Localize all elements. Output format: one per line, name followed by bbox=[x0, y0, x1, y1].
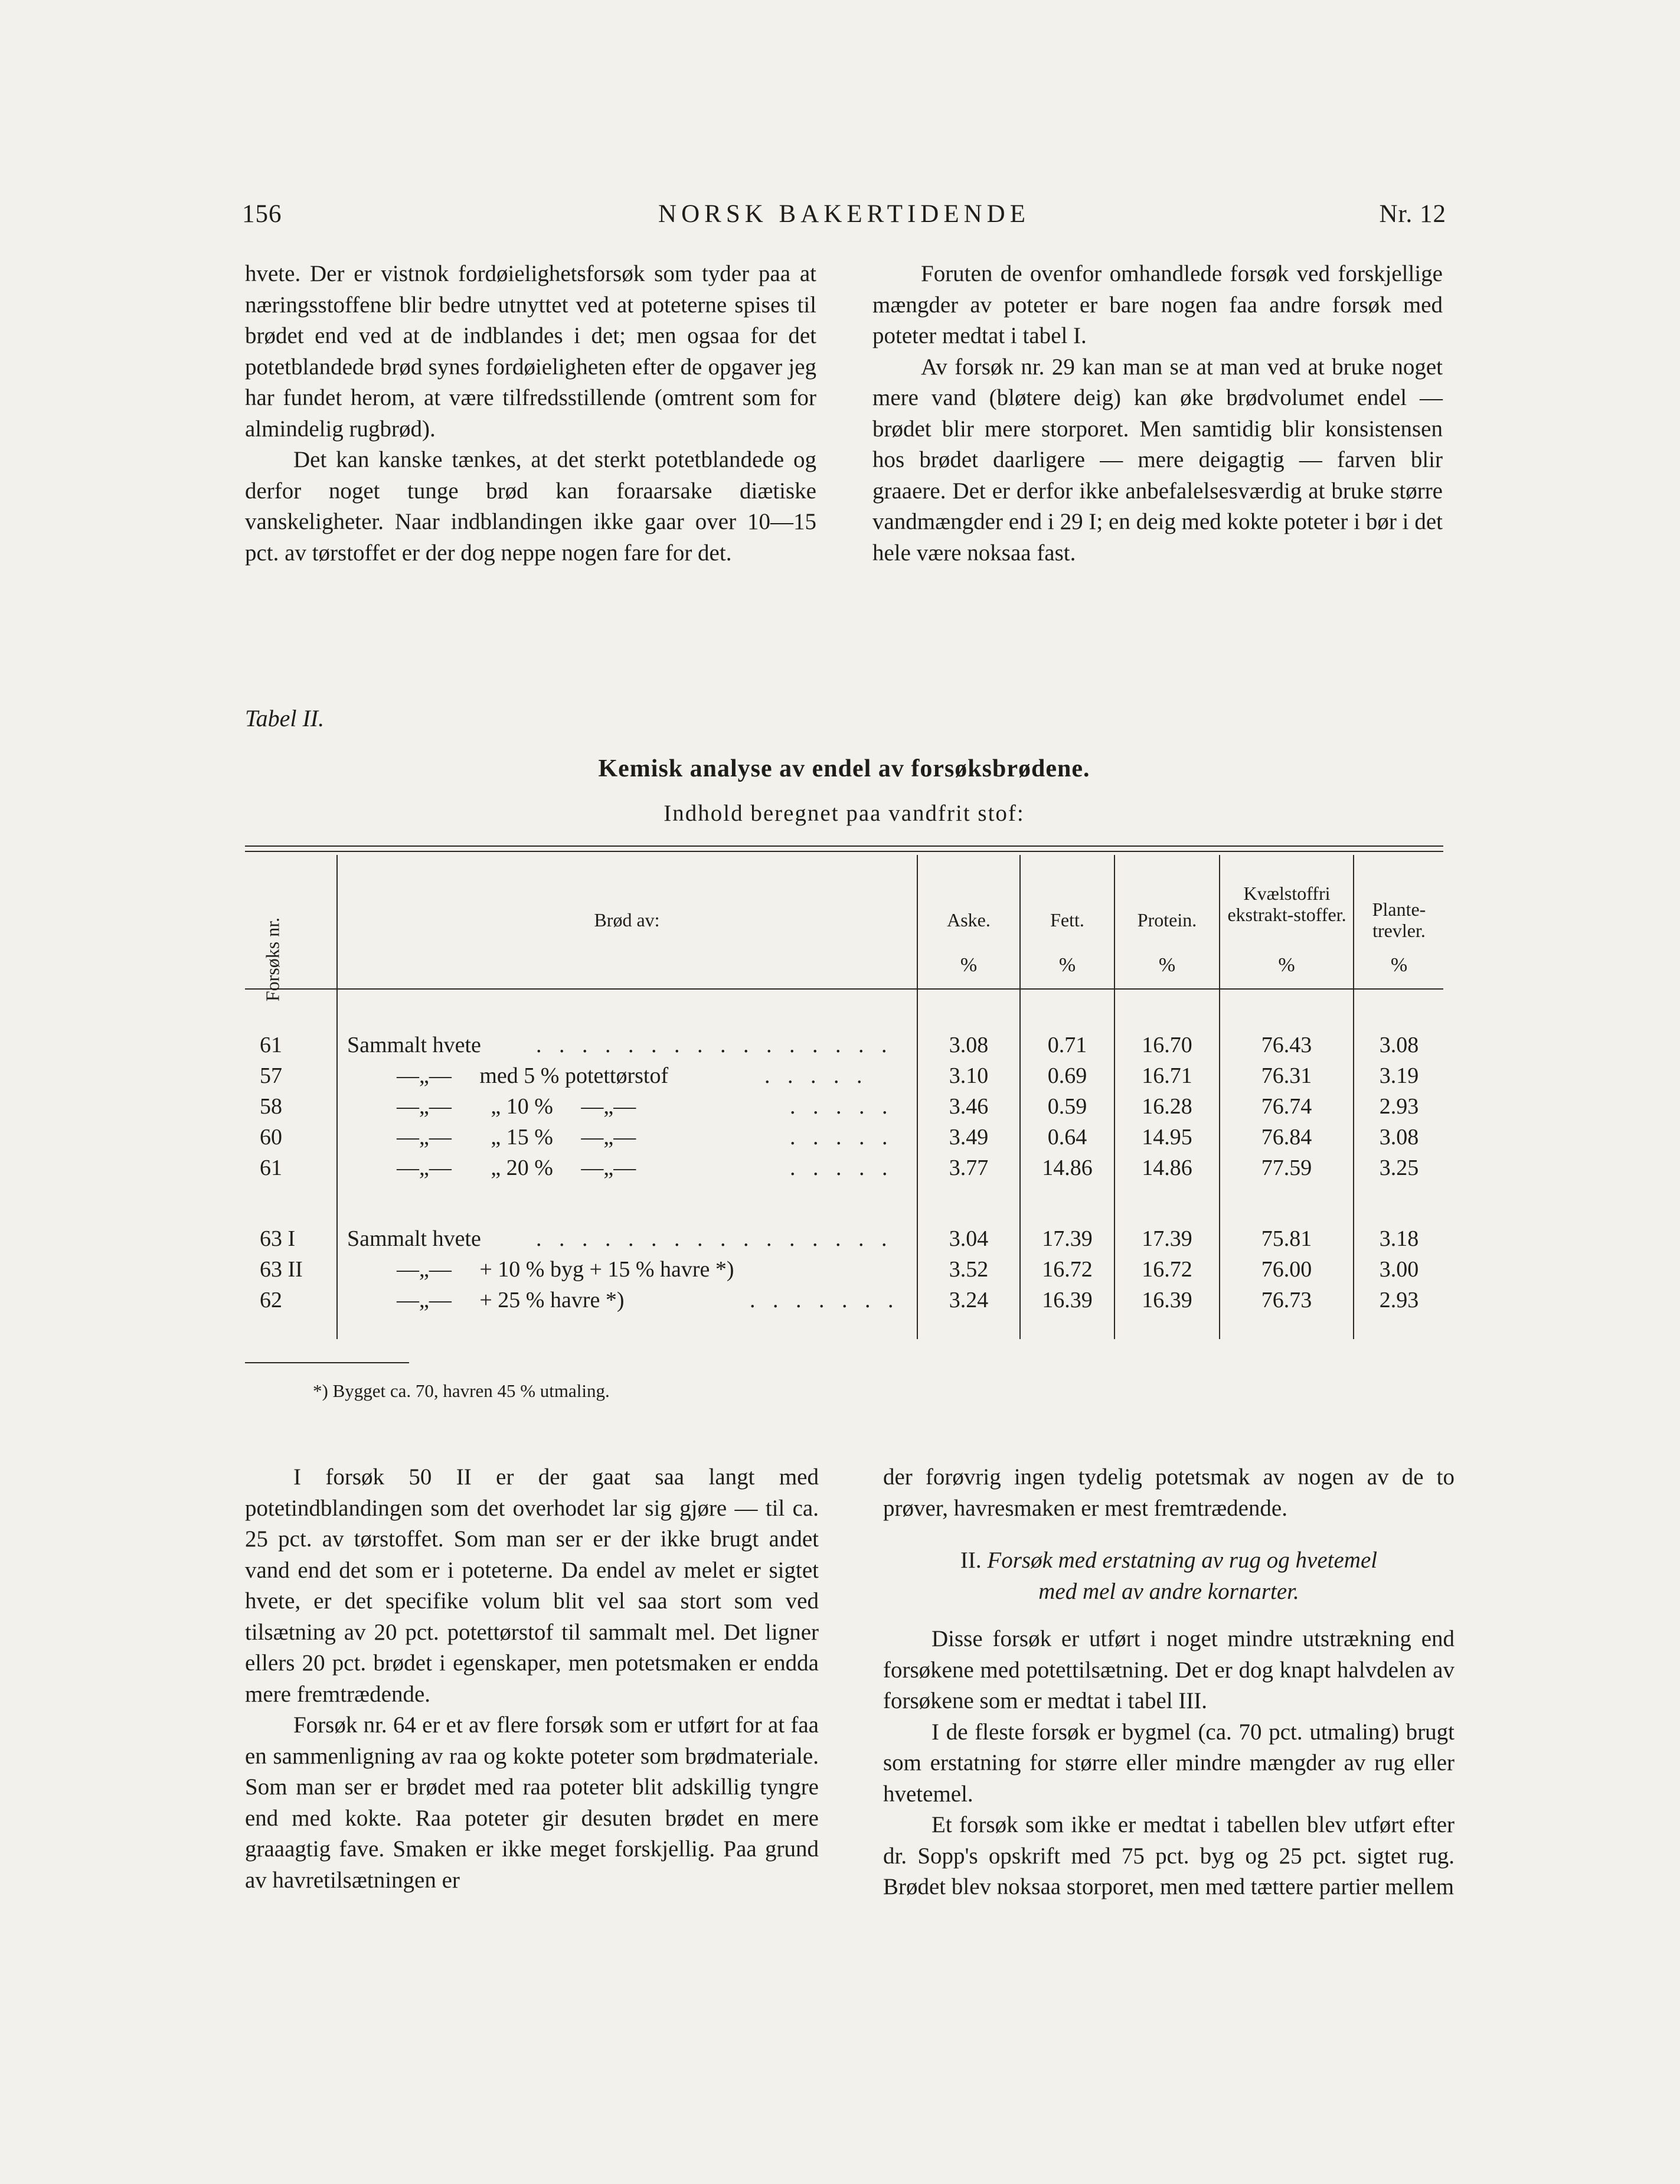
row-aske: 3.46 bbox=[949, 1094, 989, 1119]
table-title: Kemisk analyse av endel av forsøksbrødene. bbox=[598, 755, 1090, 782]
paragraph: Forsøk nr. 64 er et av flere forsøk som er utført for at faa en sammenligning av raa og kokte poteter som brødmateriale. Som man ser er brødet med raa poteter blit adskillig tyngre end med kokte. Raa poteter gir desuten brødet en mere graaagtig fave. Smaken er ikke meget forskjellig. Paa grund av havretilsætningen er bbox=[245, 1712, 819, 1893]
row-dots: . . . . . bbox=[790, 1155, 894, 1180]
paragraph: Foruten de ovenfor omhandlede forsøk ved forskjellige mængder av poteter er bare nogen faa andre forsøk med poteter medtat i tabel I. bbox=[872, 261, 1443, 348]
top-right-column bbox=[872, 259, 1443, 569]
row-nr: 61 bbox=[260, 1155, 282, 1180]
paragraph: Av forsøk nr. 29 kan man se at man ved at bruke noget mere vand (bløtere deig) kan øke brødvolumet endel — brødet blir mere storporet. Men samtidig blir konsistensen hos brødet daarligere — mere deigagtig — farven blir graaere. Det er derfor ikke anbefalelsesværdig at bruke større vandmængder end i 29 I; en deig med kokte poteter i bør i det hele være noksaa fast. bbox=[872, 354, 1443, 566]
row-desc: Sammalt hvete bbox=[347, 1033, 481, 1057]
paragraph: hvete. Der er vistnok fordøielighetsforsøk som tyder paa at næringsstoffene blir bedre utnyttet ved at poteterne spises til brødet end ved at de indblandes i det; men ogsaa for det potetblandede brød synes fordøieligheten efter de opgaver jeg har fundet herom, at være tilfredsstillende (omtrent som for almindelig rugbrød). bbox=[245, 261, 816, 442]
row-dots: . . . . . . . . . . . . . . . . bbox=[536, 1226, 893, 1251]
row-nr: 62 bbox=[260, 1288, 282, 1313]
paragraph: I de fleste forsøk er bygmel (ca. 70 pct. utmaling) brugt som erstatning for større eller mindre mængder av rug eller hvetemel. bbox=[883, 1719, 1455, 1807]
row-plante: 2.93 bbox=[1379, 1288, 1419, 1313]
row-plante: 3.08 bbox=[1379, 1033, 1419, 1057]
row-nr: 63 II bbox=[260, 1257, 303, 1282]
row-aske: 3.08 bbox=[949, 1033, 989, 1057]
row-fett: 14.86 bbox=[1042, 1155, 1093, 1180]
row-kvaelstoff: 76.84 bbox=[1261, 1125, 1312, 1150]
row-fett: 16.39 bbox=[1042, 1288, 1093, 1313]
row-desc: —„— „ 15 % —„— bbox=[397, 1125, 636, 1150]
row-nr: 63 I bbox=[260, 1226, 296, 1251]
paragraph: Det kan kanske tænkes, at det sterkt potetblandede og derfor noget tunge brød kan foraarsake diætiske vanskeligheter. Naar indblandingen ikke gaar over 10—15 pct. av tørstoffet er der dog neppe nogen fare for det. bbox=[245, 447, 816, 566]
row-protein: 14.86 bbox=[1142, 1155, 1192, 1180]
row-desc: —„— + 25 % havre *) bbox=[397, 1288, 625, 1313]
header-protein: Protein. bbox=[1137, 909, 1197, 931]
bottom-left-column bbox=[245, 1462, 819, 1896]
row-aske: 3.04 bbox=[949, 1226, 989, 1251]
row-aske: 3.24 bbox=[949, 1288, 989, 1313]
row-kvaelstoff: 76.74 bbox=[1261, 1094, 1312, 1119]
unit-kvaelstoff: % bbox=[1278, 954, 1295, 976]
row-dots: . . . . . bbox=[764, 1063, 868, 1088]
page-number: 156 bbox=[242, 200, 282, 228]
row-kvaelstoff: 76.31 bbox=[1261, 1063, 1312, 1088]
row-desc: —„— med 5 % potettørstof bbox=[397, 1063, 669, 1088]
page-header bbox=[242, 200, 1446, 235]
row-fett: 16.72 bbox=[1042, 1257, 1093, 1282]
section-title-line2: med mel av andre kornarter. bbox=[1038, 1578, 1299, 1604]
row-protein: 16.72 bbox=[1142, 1257, 1192, 1282]
bottom-right-column bbox=[883, 1462, 1455, 1903]
row-fett: 0.59 bbox=[1047, 1094, 1087, 1119]
header-forsoks-nr: Forsøks nr. bbox=[262, 917, 283, 1002]
row-plante: 3.00 bbox=[1379, 1257, 1419, 1282]
row-kvaelstoff: 76.43 bbox=[1261, 1033, 1312, 1057]
row-desc: Sammalt hvete bbox=[347, 1226, 481, 1251]
row-kvaelstoff: 77.59 bbox=[1261, 1155, 1312, 1180]
row-fett: 0.69 bbox=[1047, 1063, 1087, 1088]
table-footnote: *) Bygget ca. 70, havren 45 % utmaling. bbox=[313, 1380, 610, 1401]
header-fett: Fett. bbox=[1050, 909, 1084, 931]
section-heading bbox=[883, 1545, 1455, 1607]
row-aske: 3.52 bbox=[949, 1257, 989, 1282]
row-kvaelstoff: 76.73 bbox=[1261, 1288, 1312, 1313]
table-label: Tabel II. bbox=[245, 705, 325, 732]
row-fett: 17.39 bbox=[1042, 1226, 1093, 1251]
row-plante: 3.19 bbox=[1379, 1063, 1419, 1088]
row-nr: 57 bbox=[260, 1063, 282, 1088]
row-plante: 3.08 bbox=[1379, 1125, 1419, 1150]
row-protein: 14.95 bbox=[1142, 1125, 1192, 1150]
table-header-rule bbox=[245, 988, 1443, 990]
section-numeral: II. bbox=[960, 1548, 982, 1573]
row-aske: 3.10 bbox=[949, 1063, 989, 1088]
row-plante: 2.93 bbox=[1379, 1094, 1419, 1119]
row-aske: 3.77 bbox=[949, 1155, 989, 1180]
row-fett: 0.71 bbox=[1047, 1033, 1087, 1057]
row-kvaelstoff: 76.00 bbox=[1261, 1257, 1312, 1282]
row-dots: . . . . . bbox=[790, 1094, 894, 1119]
row-protein: 16.70 bbox=[1142, 1033, 1192, 1057]
unit-fett: % bbox=[1058, 954, 1076, 976]
table-subtitle: Indhold beregnet paa vandfrit stof: bbox=[663, 801, 1025, 826]
header-aske: Aske. bbox=[947, 909, 991, 931]
table-top-rule bbox=[245, 851, 1443, 852]
row-plante: 3.25 bbox=[1379, 1155, 1419, 1180]
row-dots: . . . . . . . . . . . . . . . . bbox=[536, 1033, 893, 1057]
top-left-column bbox=[245, 259, 816, 569]
row-protein: 16.39 bbox=[1142, 1288, 1192, 1313]
paragraph: Disse forsøk er utført i noget mindre utstrækning end forsøkene med potettilsætning. Det er dog knapt halvdelen av forsøkene som er medtat i tabel III. bbox=[883, 1626, 1455, 1713]
unit-protein: % bbox=[1158, 954, 1176, 976]
unit-plante: % bbox=[1390, 954, 1408, 976]
row-nr: 60 bbox=[260, 1125, 282, 1150]
table-top-rule bbox=[245, 845, 1443, 847]
unit-aske: % bbox=[960, 954, 978, 976]
row-nr: 61 bbox=[260, 1033, 282, 1057]
row-kvaelstoff: 75.81 bbox=[1261, 1226, 1312, 1251]
footnote-rule bbox=[245, 1362, 409, 1363]
paragraph: Et forsøk som ikke er medtat i tabellen blev utført efter dr. Sopp's opskrift med 75 pct. byg og 25 pct. sigtet rug. Brødet blev noksaa storporet, men med tættere partier mellem bbox=[883, 1812, 1455, 1899]
row-dots: . . . . . bbox=[790, 1125, 894, 1150]
row-desc: —„— + 10 % byg + 15 % havre *) bbox=[397, 1257, 734, 1282]
paragraph: I forsøk 50 II er der gaat saa langt med potetindblandingen som det overhodet lar sig gjøre — til ca. 25 pct. av tørstoffet. Som man ser er der ikke brugt andet vand end det som er i poteterne. Da endel av melet er sigtet hvete, er det specifike volum blit vel saa stort som ved tilsætning av 20 pct. potettørstof til sammalt mel. Det ligner ellers 20 pct. brødet i egenskaper, men potetsmaken er endda mere fremtrædende. bbox=[245, 1464, 819, 1707]
row-protein: 16.71 bbox=[1142, 1063, 1192, 1088]
row-nr: 58 bbox=[260, 1094, 282, 1119]
header-brod-av: Brød av: bbox=[594, 909, 660, 931]
header-kvaelstoff: Kvælstoffri ekstrakt-stoffer. bbox=[1227, 883, 1346, 925]
row-protein: 16.28 bbox=[1142, 1094, 1192, 1119]
header-plante: Plante-trevler. bbox=[1372, 899, 1426, 941]
section-title-line1: Forsøk med erstatning av rug og hvetemel bbox=[987, 1548, 1378, 1573]
issue-number: Nr. 12 bbox=[1379, 200, 1446, 228]
row-desc: —„— „ 10 % —„— bbox=[397, 1094, 636, 1119]
paragraph: der forøvrig ingen tydelig potetsmak av nogen av de to prøver, havresmaken er mest fremtrædende. bbox=[883, 1464, 1455, 1521]
row-protein: 17.39 bbox=[1142, 1226, 1192, 1251]
journal-title: NORSK BAKERTIDENDE bbox=[658, 200, 1030, 228]
row-fett: 0.64 bbox=[1047, 1125, 1087, 1150]
row-desc: —„— „ 20 % —„— bbox=[397, 1155, 636, 1180]
row-aske: 3.49 bbox=[949, 1125, 989, 1150]
row-plante: 3.18 bbox=[1379, 1226, 1419, 1251]
row-dots: . . . . . . . bbox=[750, 1288, 900, 1313]
